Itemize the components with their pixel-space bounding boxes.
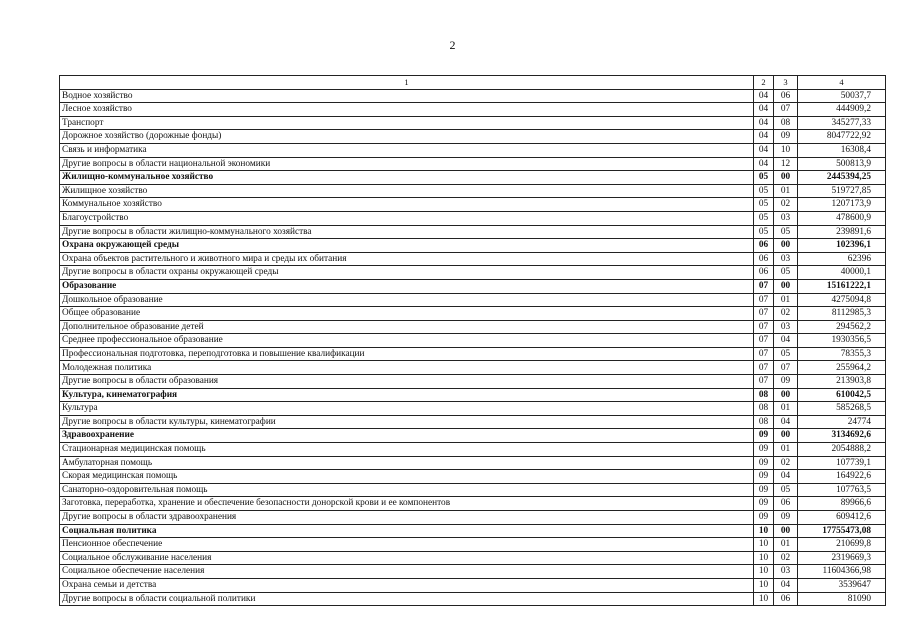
row-amount: 50037,7 <box>798 89 886 103</box>
row-subsection-code: 04 <box>774 415 798 429</box>
row-section-code: 04 <box>754 103 774 117</box>
row-name: Санаторно-оздоровительная помощь <box>60 483 754 497</box>
row-section-code: 08 <box>754 402 774 416</box>
table-row <box>60 116 886 130</box>
table-row <box>60 388 886 402</box>
row-section-code: 04 <box>754 143 774 157</box>
row-amount: 16308,4 <box>798 143 886 157</box>
row-subsection-code: 00 <box>774 279 798 293</box>
table-row <box>60 415 886 429</box>
row-subsection-code: 02 <box>774 551 798 565</box>
table-row <box>60 524 886 538</box>
table-row <box>60 184 886 198</box>
header-col-2: 2 <box>754 76 774 90</box>
table-row <box>60 511 886 525</box>
row-name: Скорая медицинская помощь <box>60 470 754 484</box>
row-subsection-code: 00 <box>774 524 798 538</box>
row-subsection-code: 10 <box>774 143 798 157</box>
row-amount: 519727,85 <box>798 184 886 198</box>
row-name: Охрана окружающей среды <box>60 239 754 253</box>
row-amount: 89966,6 <box>798 497 886 511</box>
row-section-code: 08 <box>754 388 774 402</box>
row-name: Социальная политика <box>60 524 754 538</box>
row-name: Охрана объектов растительного и животного мира и среды их обитания <box>60 252 754 266</box>
row-subsection-code: 06 <box>774 592 798 606</box>
row-subsection-code: 01 <box>774 184 798 198</box>
row-subsection-code: 04 <box>774 578 798 592</box>
row-amount: 107739,1 <box>798 456 886 470</box>
row-subsection-code: 04 <box>774 470 798 484</box>
row-amount: 102396,1 <box>798 239 886 253</box>
row-name: Пенсионное обеспечение <box>60 538 754 552</box>
row-section-code: 07 <box>754 361 774 375</box>
row-name: Коммунальное хозяйство <box>60 198 754 212</box>
row-name: Жилищно-коммунальное хозяйство <box>60 171 754 185</box>
row-section-code: 07 <box>754 307 774 321</box>
row-amount: 610042,5 <box>798 388 886 402</box>
row-section-code: 04 <box>754 89 774 103</box>
row-section-code: 05 <box>754 184 774 198</box>
table-row <box>60 171 886 185</box>
row-section-code: 07 <box>754 293 774 307</box>
header-col-3: 3 <box>774 76 798 90</box>
row-subsection-code: 04 <box>774 334 798 348</box>
row-section-code: 04 <box>754 157 774 171</box>
row-section-code: 10 <box>754 592 774 606</box>
row-section-code: 06 <box>754 252 774 266</box>
row-subsection-code: 00 <box>774 429 798 443</box>
table-row <box>60 307 886 321</box>
row-name: Связь и информатика <box>60 143 754 157</box>
row-name: Другие вопросы в области охраны окружающей среды <box>60 266 754 280</box>
table-row <box>60 497 886 511</box>
header-col-1: 1 <box>60 76 754 90</box>
row-subsection-code: 02 <box>774 198 798 212</box>
table-row <box>60 279 886 293</box>
row-subsection-code: 06 <box>774 497 798 511</box>
table-row <box>60 89 886 103</box>
row-name: Другие вопросы в области здравоохранения <box>60 511 754 525</box>
row-section-code: 10 <box>754 524 774 538</box>
row-section-code: 05 <box>754 225 774 239</box>
row-name: Социальное обеспечение населения <box>60 565 754 579</box>
table-row <box>60 592 886 606</box>
row-section-code: 04 <box>754 116 774 130</box>
row-amount: 24774 <box>798 415 886 429</box>
row-amount: 255964,2 <box>798 361 886 375</box>
table-row <box>60 456 886 470</box>
row-name: Жилищное хозяйство <box>60 184 754 198</box>
row-amount: 40000,1 <box>798 266 886 280</box>
row-name: Благоустройство <box>60 211 754 225</box>
row-section-code: 04 <box>754 130 774 144</box>
row-amount: 62396 <box>798 252 886 266</box>
row-section-code: 08 <box>754 415 774 429</box>
row-section-code: 10 <box>754 551 774 565</box>
row-amount: 11604366,98 <box>798 565 886 579</box>
row-amount: 213903,8 <box>798 375 886 389</box>
row-name: Среднее профессиональное образование <box>60 334 754 348</box>
row-section-code: 10 <box>754 565 774 579</box>
row-amount: 478600,9 <box>798 211 886 225</box>
row-amount: 444909,2 <box>798 103 886 117</box>
row-name: Профессиональная подготовка, переподготовка и повышение квалификации <box>60 347 754 361</box>
table-row <box>60 470 886 484</box>
row-name: Дополнительное образование детей <box>60 320 754 334</box>
table-row <box>60 239 886 253</box>
table-row <box>60 375 886 389</box>
row-subsection-code: 03 <box>774 565 798 579</box>
row-subsection-code: 02 <box>774 307 798 321</box>
table-row <box>60 347 886 361</box>
header-col-4: 4 <box>798 76 886 90</box>
row-subsection-code: 05 <box>774 266 798 280</box>
table-row <box>60 361 886 375</box>
row-amount: 2054888,2 <box>798 443 886 457</box>
row-name: Лесное хозяйство <box>60 103 754 117</box>
table-row <box>60 130 886 144</box>
table-row <box>60 443 886 457</box>
row-amount: 15161222,1 <box>798 279 886 293</box>
table-body <box>60 76 886 606</box>
row-name: Амбулаторная помощь <box>60 456 754 470</box>
row-name: Социальное обслуживание населения <box>60 551 754 565</box>
row-amount: 8047722,92 <box>798 130 886 144</box>
row-amount: 294562,2 <box>798 320 886 334</box>
row-name: Дошкольное образование <box>60 293 754 307</box>
row-section-code: 05 <box>754 171 774 185</box>
row-name: Транспорт <box>60 116 754 130</box>
row-subsection-code: 03 <box>774 252 798 266</box>
row-section-code: 05 <box>754 211 774 225</box>
row-name: Дорожное хозяйство (дорожные фонды) <box>60 130 754 144</box>
row-section-code: 09 <box>754 511 774 525</box>
row-section-code: 10 <box>754 538 774 552</box>
table-row <box>60 293 886 307</box>
row-amount: 8112985,3 <box>798 307 886 321</box>
table-row <box>60 266 886 280</box>
page-number: 2 <box>449 38 456 52</box>
row-amount: 2319669,3 <box>798 551 886 565</box>
row-name: Водное хозяйство <box>60 89 754 103</box>
row-section-code: 07 <box>754 347 774 361</box>
row-subsection-code: 07 <box>774 103 798 117</box>
budget-table <box>59 75 886 606</box>
row-subsection-code: 06 <box>774 89 798 103</box>
row-subsection-code: 02 <box>774 456 798 470</box>
table-row <box>60 483 886 497</box>
row-section-code: 09 <box>754 497 774 511</box>
row-subsection-code: 05 <box>774 483 798 497</box>
row-subsection-code: 05 <box>774 347 798 361</box>
row-amount: 78355,3 <box>798 347 886 361</box>
row-section-code: 07 <box>754 320 774 334</box>
row-amount: 81090 <box>798 592 886 606</box>
table-row <box>60 103 886 117</box>
row-subsection-code: 00 <box>774 388 798 402</box>
row-subsection-code: 09 <box>774 511 798 525</box>
table-row <box>60 551 886 565</box>
table-row <box>60 320 886 334</box>
row-subsection-code: 01 <box>774 443 798 457</box>
row-subsection-code: 08 <box>774 116 798 130</box>
row-section-code: 09 <box>754 470 774 484</box>
row-section-code: 10 <box>754 578 774 592</box>
table-row <box>60 402 886 416</box>
table-row <box>60 252 886 266</box>
row-name: Другие вопросы в области социальной политики <box>60 592 754 606</box>
row-section-code: 09 <box>754 429 774 443</box>
table-row <box>60 211 886 225</box>
row-amount: 107763,5 <box>798 483 886 497</box>
row-name: Здравоохранение <box>60 429 754 443</box>
header-row <box>60 76 886 90</box>
row-name: Другие вопросы в области жилищно-коммунального хозяйства <box>60 225 754 239</box>
row-subsection-code: 01 <box>774 538 798 552</box>
table-row <box>60 198 886 212</box>
row-subsection-code: 12 <box>774 157 798 171</box>
table-row <box>60 429 886 443</box>
row-name: Другие вопросы в области образования <box>60 375 754 389</box>
table-row <box>60 225 886 239</box>
row-amount: 2445394,25 <box>798 171 886 185</box>
row-name: Культура, кинематография <box>60 388 754 402</box>
row-subsection-code: 00 <box>774 239 798 253</box>
row-name: Культура <box>60 402 754 416</box>
row-name: Молодежная политика <box>60 361 754 375</box>
table-row <box>60 143 886 157</box>
row-section-code: 09 <box>754 456 774 470</box>
row-amount: 500813,9 <box>798 157 886 171</box>
table-row <box>60 565 886 579</box>
row-subsection-code: 01 <box>774 402 798 416</box>
table-row <box>60 578 886 592</box>
row-amount: 17755473,08 <box>798 524 886 538</box>
row-section-code: 07 <box>754 279 774 293</box>
row-amount: 210699,8 <box>798 538 886 552</box>
row-amount: 585268,5 <box>798 402 886 416</box>
row-subsection-code: 07 <box>774 361 798 375</box>
row-name: Другие вопросы в области культуры, кинематографии <box>60 415 754 429</box>
row-name: Другие вопросы в области национальной экономики <box>60 157 754 171</box>
row-section-code: 06 <box>754 239 774 253</box>
row-name: Стационарная медицинская помощь <box>60 443 754 457</box>
row-subsection-code: 09 <box>774 130 798 144</box>
row-name: Охрана семьи и детства <box>60 578 754 592</box>
row-subsection-code: 01 <box>774 293 798 307</box>
table-row <box>60 538 886 552</box>
row-amount: 3539647 <box>798 578 886 592</box>
row-section-code: 09 <box>754 483 774 497</box>
row-name: Образование <box>60 279 754 293</box>
row-subsection-code: 03 <box>774 211 798 225</box>
row-amount: 4275094,8 <box>798 293 886 307</box>
row-name: Заготовка, переработка, хранение и обеспечение безопасности донорской крови и ее компонентов <box>60 497 754 511</box>
row-amount: 239891,6 <box>798 225 886 239</box>
row-amount: 3134692,6 <box>798 429 886 443</box>
row-subsection-code: 03 <box>774 320 798 334</box>
row-amount: 1207173,9 <box>798 198 886 212</box>
row-subsection-code: 09 <box>774 375 798 389</box>
row-section-code: 07 <box>754 375 774 389</box>
row-name: Общее образование <box>60 307 754 321</box>
row-subsection-code: 05 <box>774 225 798 239</box>
row-section-code: 05 <box>754 198 774 212</box>
row-amount: 609412,6 <box>798 511 886 525</box>
row-amount: 345277,33 <box>798 116 886 130</box>
row-section-code: 07 <box>754 334 774 348</box>
table-row <box>60 157 886 171</box>
row-amount: 1930356,5 <box>798 334 886 348</box>
row-subsection-code: 00 <box>774 171 798 185</box>
row-amount: 164922,6 <box>798 470 886 484</box>
table-row <box>60 334 886 348</box>
row-section-code: 06 <box>754 266 774 280</box>
row-section-code: 09 <box>754 443 774 457</box>
